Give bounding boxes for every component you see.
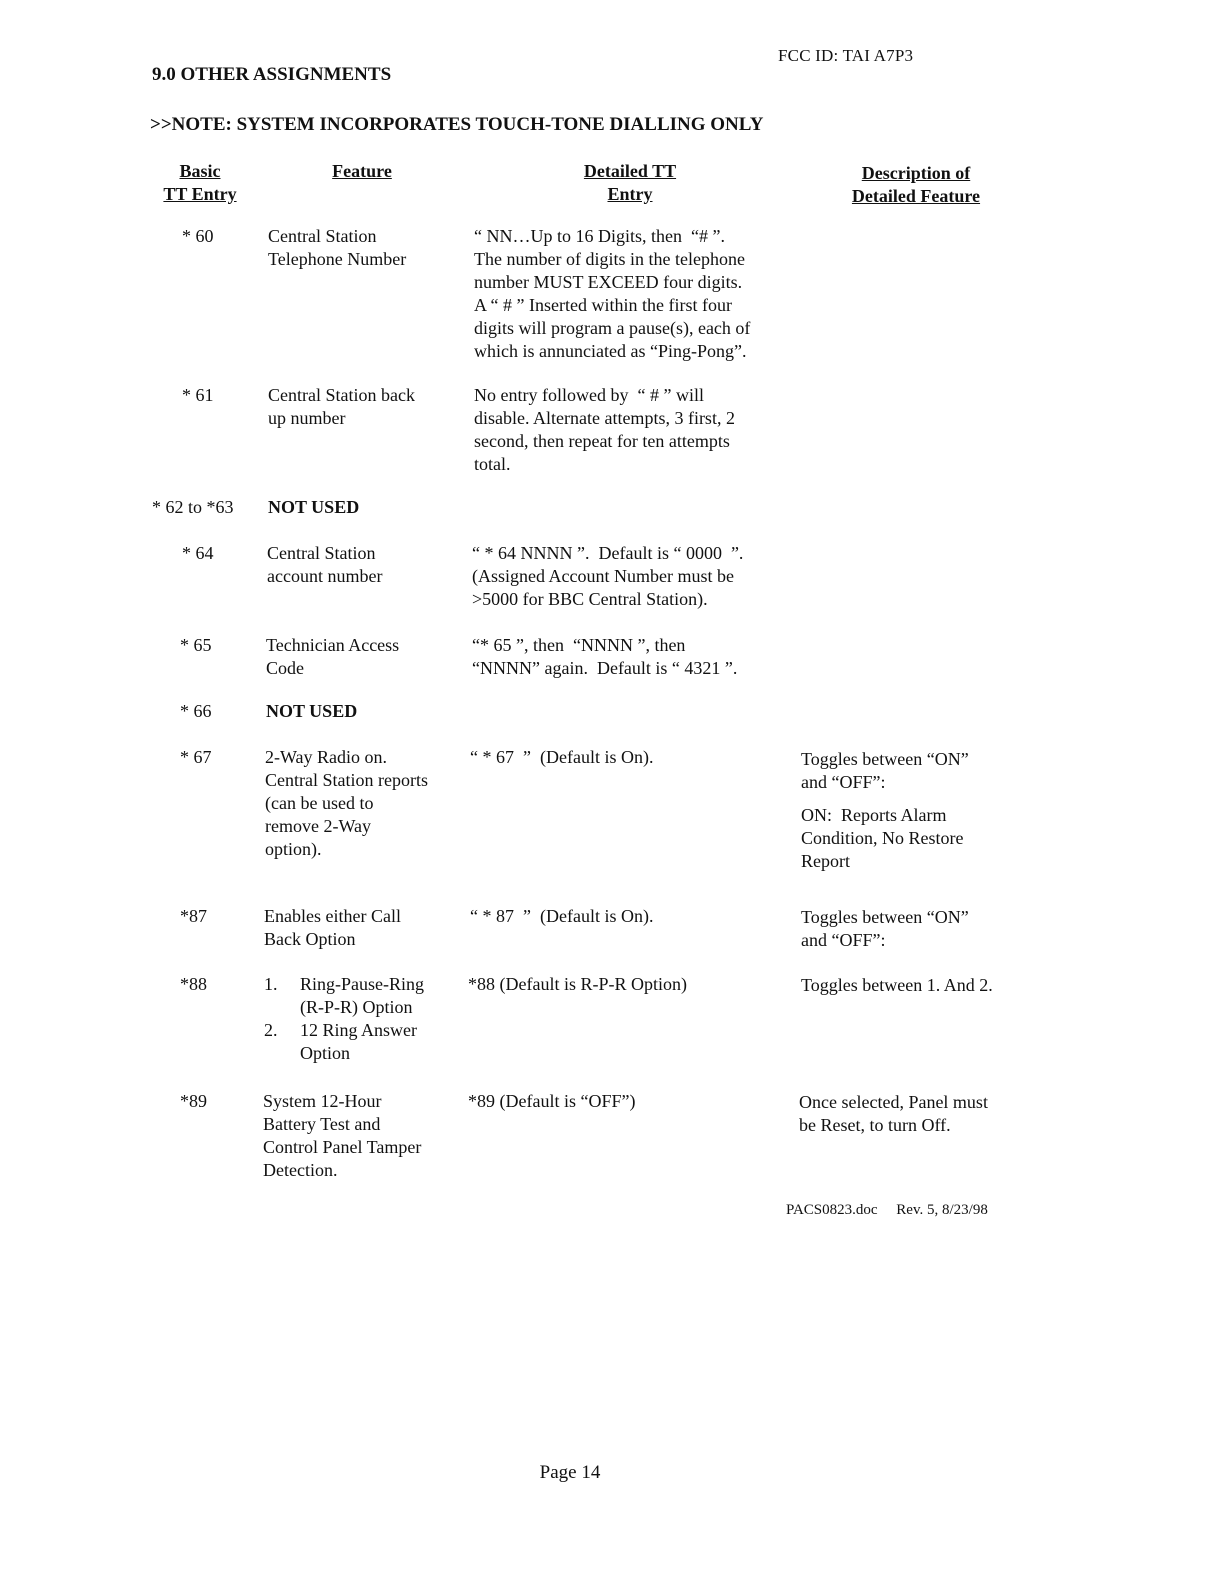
col-header-detailed: Detailed TT Entry	[583, 161, 677, 204]
detail-67: “ * 67 ” (Default is On).	[470, 747, 654, 767]
entry-61: * 61	[182, 385, 214, 405]
feature-64: Central Station account number	[267, 543, 383, 586]
detail-65: “* 65 ”, then “NNNN ”, then “NNNN” again. Default is “ 4321 ”.	[472, 635, 738, 678]
entry-89: *89	[180, 1091, 207, 1111]
system-note: >>NOTE: SYSTEM INCORPORATES TOUCH-TONE DIALLING ONLY	[150, 114, 764, 135]
entry-65: * 65	[180, 635, 212, 655]
document-reference: PACS0823.doc Rev. 5, 8/23/98	[786, 1202, 988, 1218]
fcc-id: FCC ID: TAI A7P3	[778, 46, 914, 65]
entry-66: * 66	[180, 701, 212, 721]
entry-88: *88	[180, 974, 207, 994]
entry-62-63: * 62 to *63	[152, 497, 234, 517]
feature-89: System 12-Hour Battery Test and Control Panel Tamper Detection.	[263, 1091, 422, 1180]
page-number: Page 14	[539, 1462, 601, 1483]
description-89: Once selected, Panel must be Reset, to turn Off.	[799, 1092, 988, 1135]
detail-60: “ NN…Up to 16 Digits, then “# ”. The number of digits in the telephone number MUST EXCEED four digits. A “ # ” Inserted within the first four digits will program a pause(s), each of which is annunciated as “Ping-Pong”.	[474, 226, 751, 361]
col-header-basic: Basic TT Entry	[163, 161, 237, 204]
section-title: 9.0 OTHER ASSIGNMENTS	[152, 64, 392, 85]
col-header-description: Description of Detailed Feature	[851, 163, 981, 206]
detail-64: “ * 64 NNNN ”. Default is “ 0000 ”. (Assigned Account Number must be >5000 for BBC Central Station).	[472, 543, 744, 609]
detail-87: “ * 87 ” (Default is On).	[470, 906, 654, 926]
feature-88-list	[264, 973, 424, 1065]
feature-67: 2-Way Radio on. Central Station reports (can be used to remove 2-Way option).	[265, 747, 428, 859]
entry-64: * 64	[182, 543, 214, 563]
feature-not-used-66: NOT USED	[266, 701, 358, 721]
feature-61: Central Station back up number	[268, 385, 415, 428]
description-88: Toggles between 1. And 2.	[801, 975, 993, 995]
entry-67: * 67	[180, 747, 212, 767]
description-67: Toggles between “ON” and “OFF”: ON: Reports Alarm Condition, No Restore Report	[801, 749, 969, 871]
detail-89: *89 (Default is “OFF”)	[468, 1091, 636, 1111]
description-87: Toggles between “ON” and “OFF”:	[801, 907, 969, 950]
col-header-feature: Feature	[332, 161, 392, 181]
feature-87: Enables either Call Back Option	[264, 906, 401, 949]
entry-60: * 60	[182, 226, 214, 246]
list-item: 1. Ring-Pause-Ring (R-P-R) Option	[264, 974, 424, 1017]
feature-65: Technician Access Code	[266, 635, 400, 678]
entry-87: *87	[180, 906, 207, 926]
feature-not-used-62: NOT USED	[268, 497, 360, 517]
detail-61: No entry followed by “ # ” will disable. Alternate attempts, 3 first, 2 second, then repeat for ten attempts total.	[474, 385, 735, 474]
detail-88: *88 (Default is R-P-R Option)	[468, 974, 687, 994]
feature-60: Central Station Telephone Number	[268, 226, 407, 269]
list-item: 2. 12 Ring Answer Option	[264, 1020, 417, 1063]
